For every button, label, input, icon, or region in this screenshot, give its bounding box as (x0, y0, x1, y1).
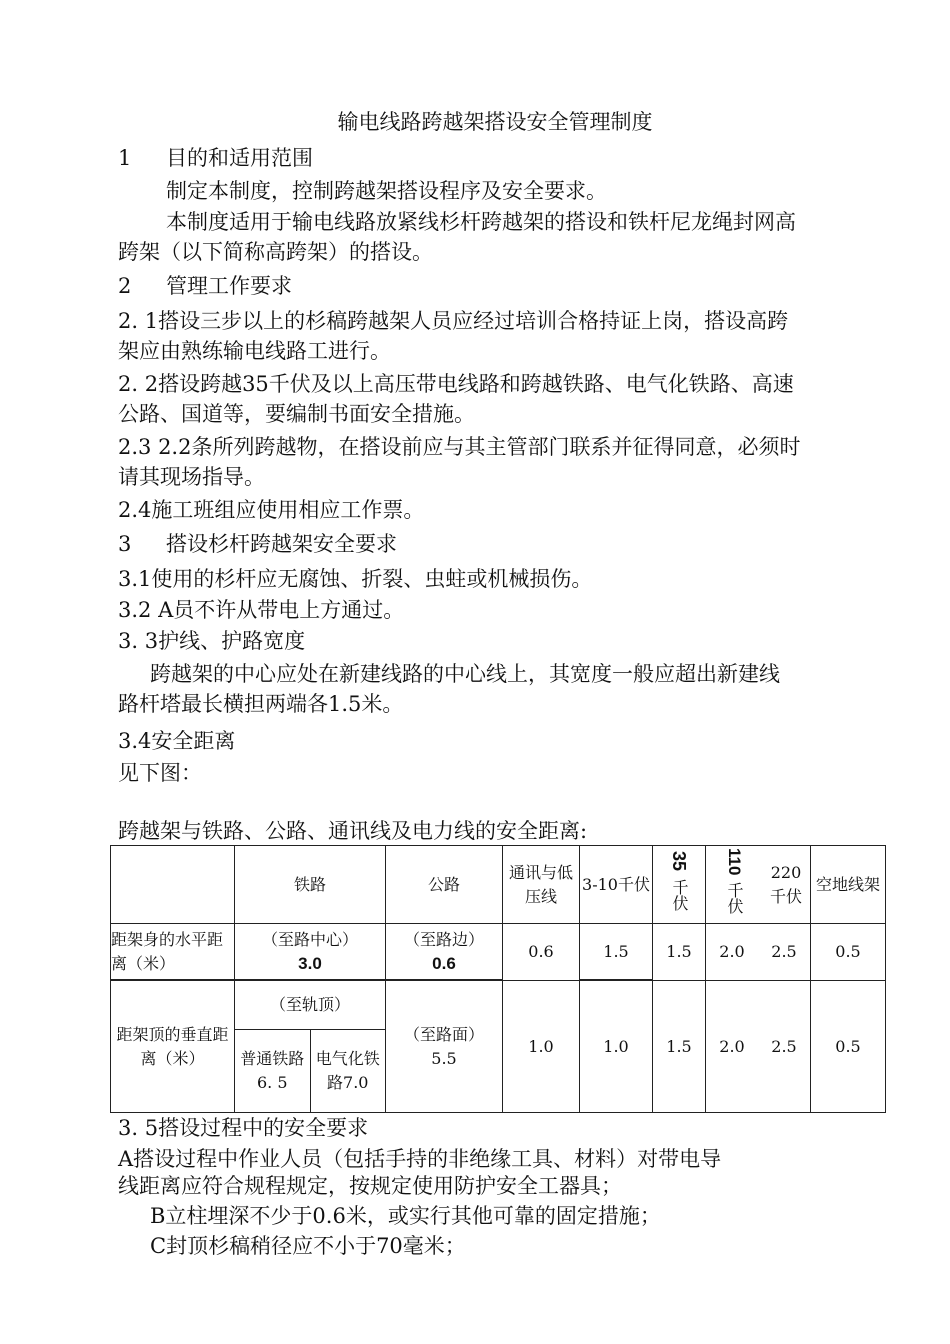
paragraph: 3.2 A员不许从带电上方通过。 (118, 598, 405, 622)
paragraph: 2. 1搭设三步以上的杉稿跨越架人员应经过培训合格持证上岗，搭设高跨 (118, 309, 789, 333)
row-label-horizontal: 距架身的水平距离（米） (111, 924, 235, 980)
paragraph: 跨架（以下简称高跨架）的搭设。 (118, 240, 433, 264)
paragraph: A搭设过程中作业人员（包括手持的非绝缘工具、材料）对带电导 (118, 1147, 722, 1171)
paragraph: 公路、国道等，要编制书面安全措施。 (118, 402, 475, 426)
table-row (111, 924, 886, 980)
cell-rail-vertical: （至轨顶） 普通铁路6. 5 电气化铁路7.0 (235, 981, 386, 1113)
header-110-220kv: 110 千伏 220 千伏 (706, 846, 811, 924)
header-road: 公路 (386, 846, 503, 924)
section-3-5-heading: 3. 5搭设过程中的安全要求 (118, 1116, 369, 1140)
header-overhead: 空地线架 (811, 846, 886, 924)
section-2-heading: 2 管理工作要求 (118, 274, 292, 298)
header-3-10kv: 3-10千伏 (580, 846, 653, 924)
cell-110-220-vertical: 2.0 2.5 (706, 981, 811, 1113)
paragraph: 架应由熟练输电线路工进行。 (118, 339, 391, 363)
paragraph: 路杆塔最长横担两端各1.5米。 (118, 692, 404, 716)
safety-distance-table (110, 845, 886, 1113)
section-3-heading: 3 搭设杉杆跨越架安全要求 (118, 532, 397, 556)
header-rail: 铁路 (235, 846, 386, 924)
paragraph: 制定本制度，控制跨越架搭设程序及安全要求。 (166, 179, 607, 203)
table-header-row (111, 846, 886, 924)
paragraph: 2.3 2.2条所列跨越物，在搭设前应与其主管部门联系并征得同意，必须时 (118, 435, 801, 459)
cell-110-220-horizontal: 2.0 2.5 (706, 924, 811, 981)
paragraph: C封顶杉稿稍径应不小于70毫米； (150, 1234, 466, 1258)
paragraph: 3.4安全距离 (118, 729, 236, 753)
cell-comm-horizontal: 0.6 (503, 924, 580, 981)
cell-35-horizontal: 1.5 (653, 924, 706, 981)
paragraph: 2.4施工班组应使用相应工作票。 (118, 498, 425, 522)
cell-rail-horizontal: （至路中心） 3.0 (235, 924, 386, 980)
table-corner-cell (111, 846, 235, 924)
table-row (111, 981, 886, 1113)
paragraph: 2. 2搭设跨越35千伏及以上高压带电线路和跨越铁路、电气化铁路、高速 (118, 372, 794, 396)
header-comm: 通讯与低压线 (503, 846, 580, 924)
paragraph: 请其现场指导。 (118, 465, 265, 489)
paragraph: 3. 3护线、护路宽度 (118, 629, 306, 653)
cell-3-10-vertical: 1.0 (580, 981, 653, 1113)
page-title: 输电线路跨越架搭设安全管理制度 (337, 110, 653, 134)
row-label-vertical: 距架顶的垂直距离（米） (111, 981, 235, 1113)
paragraph: 见下图： (118, 761, 202, 785)
paragraph: 线距离应符合规程规定，按规定使用防护安全工器具； (118, 1174, 622, 1198)
cell-road-vertical: （至路面） 5.5 (386, 981, 503, 1113)
paragraph: 本制度适用于输电线路放紧线杉杆跨越架的搭设和铁杆尼龙绳封网高 (166, 210, 796, 234)
paragraph: 跨越架的中心应处在新建线路的中心线上，其宽度一般应超出新建线 (150, 662, 780, 686)
cell-overhead-vertical: 0.5 (811, 981, 886, 1113)
cell-overhead-horizontal: 0.5 (811, 924, 886, 981)
section-1-heading: 1 目的和适用范围 (118, 146, 313, 170)
cell-comm-vertical: 1.0 (503, 981, 580, 1113)
table-caption: 跨越架与铁路、公路、通讯线及电力线的安全距离: (118, 819, 588, 843)
paragraph: 3.1使用的杉杆应无腐蚀、折裂、虫蛀或机械损伤。 (118, 567, 593, 591)
cell-35-vertical: 1.5 (653, 981, 706, 1113)
header-35kv: 35 千伏 (653, 846, 706, 924)
cell-road-horizontal: （至路边） 0.6 (386, 924, 503, 980)
cell-3-10-horizontal: 1.5 (580, 924, 653, 980)
paragraph: B立柱埋深不少于0.6米，或实行其他可靠的固定措施； (150, 1204, 661, 1228)
